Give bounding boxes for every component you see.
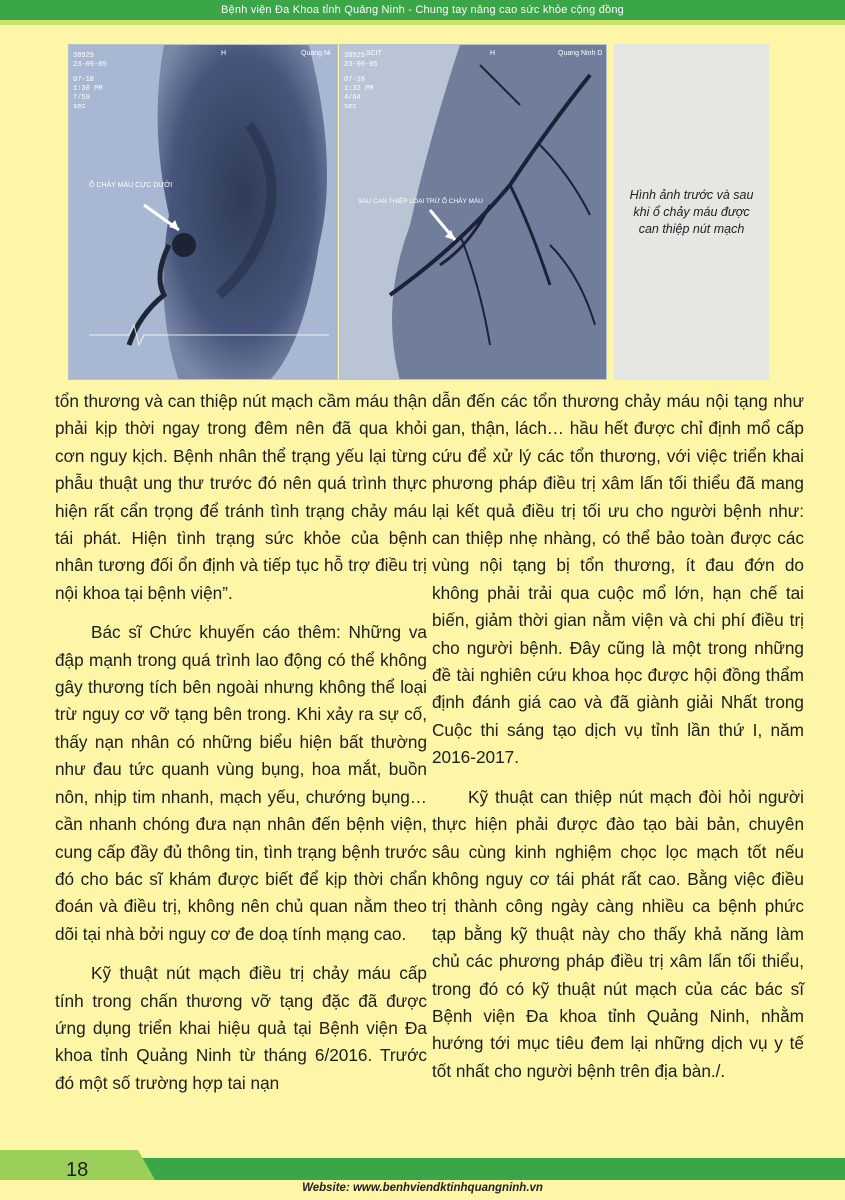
footer-website: Website: www.benhviendktinhquangninh.vn [302,1182,543,1194]
text-column-left [55,388,427,1109]
figure-caption-box [614,44,769,380]
annotation-text-left: Ổ CHẢY MÁU CỰC DƯỚI [89,182,173,189]
overlay-h-label: H [490,50,496,57]
annotation-text-right: SAU CAN THIỆP LOẠI TRỪ Ổ CHẢY MÁU [358,198,483,205]
overlay-corner-label: Quang Ni [301,50,331,57]
angiography-before-image [68,44,338,380]
paragraph: dẫn đến các tổn thương chảy máu nội tạng như gan, thận, lách… hầu hết được chỉ định mổ cấp cứu để xử lý các tổn thương, với việc triển khai phương pháp điều trị xâm lấn tối thiểu đã mang lại kết quả điều trị tối ưu cho người bệnh như: can thiệp nhẹ nhàng, có thể bảo toàn được các vùng nội tạng bị tổn thương, ít đau đớn do không phải trải qua cuộc mổ lớn, hạn chế tai biến, giảm thời gian nằm viện và chi phí điều trị cho người bệnh. Đây cũng là một trong những đề tài nghiên cứu khoa học được hội đồng thẩm định đánh giá cao và đã giành giải Nhất trong Cuộc thi sáng tạo dịch vụ tỉnh lần thứ I, năm 2016-2017. [432,391,804,768]
angiography-after-image [339,44,607,380]
overlay-line: sec [73,103,86,111]
header-stripe [0,20,845,25]
header-bar [0,0,845,20]
overlay-line: 4/64 [344,94,361,102]
text-column-right [432,388,804,1097]
figure [68,44,769,380]
overlay-line: 23-09-05 [73,61,107,69]
paragraph: tổn thương và can thiệp nút mạch cầm máu thận phải kịp thời ngay trong đêm nên đã qua khỏi cơn nguy kịch. Bệnh nhân thể trạng yếu lại từng phẫu thuật ung thư trước đó nên quá trình thực hiện rất cẩn trọng để tránh tình trạng chảy máu tái phát. Hiện tình trạng sức khỏe của bệnh nhân tương đối ổn định và tiếp tục hỗ trợ điều trị nội khoa tại bệnh viện”. [55,391,427,603]
paragraph: Bác sĩ Chức khuyến cáo thêm: Những va đập mạnh trong quá trình lao động có thể không gây thương tích bên ngoài nhưng không thể loại trừ nguy cơ vỡ tạng bên trong. Khi xảy ra sự cố, thấy nạn nhân có những biểu hiện bất thường như đau tức quanh vùng bụng, hoa mắt, buồn nôn, nhịp tim nhanh, mạch yếu, chướng bụng… cần nhanh chóng đưa nạn nhân đến bệnh viện, cung cấp đầy đủ thông tin, tình trạng bệnh trước đó cho bác sĩ khám được biết để kịp thời chẩn đoán và điều trị, không nên chủ quan nằm theo dõi tại nhà bởi nguy cơ đe doạ tính mạng cao. [55,622,427,944]
overlay-line: 38929 [73,52,95,60]
paragraph: Kỹ thuật nút mạch điều trị chảy máu cấp tính trong chấn thương vỡ tạng đặc đã được ứng dụng triển khai hiệu quả tại Bệnh viện Đa khoa tỉnh Quảng Ninh từ tháng 6/2016. Trước đó một số trường hợp tai nạn [55,963,427,1093]
overlay-line: sec [344,103,357,111]
overlay-line: 38929 [344,52,366,60]
overlay-line: 1:30 PM [73,85,103,93]
overlay-line: 1:32 PM [344,85,374,93]
header-title: Bệnh viện Đa Khoa tỉnh Quảng Ninh - Chung tay nâng cao sức khỏe cộng đồng [221,4,624,16]
paragraph: Kỹ thuật can thiệp nút mạch đòi hỏi người thực hiện phải được đào tạo bài bản, chuyên sâu cùng kinh nghiệm chọc lọc mạch tốt nếu không nguy cơ tái phát rất cao. Bằng việc điều trị thành công ngày càng nhiều ca bệnh phức tạp bằng kỹ thuật này cho thấy khả năng làm chủ các phương pháp điều trị xâm lấn tối thiểu, trong đó có kỹ thuật nút mạch của các bác sĩ Bệnh viện Đa khoa tỉnh Quảng Ninh, nhằm hướng tới mục tiêu đem lại những dịch vụ y tế tốt nhất cho người bệnh trên địa bàn./. [432,786,804,1081]
page-number: 18 [66,1159,89,1181]
overlay-h-label: H [221,50,227,57]
overlay-corner-label: Quang Ninh D [558,50,603,57]
overlay-line: 07-18 [73,76,95,84]
overlay-line: 7/59 [73,94,90,102]
overlay-line: 23-09-05 [344,61,378,69]
overlay-line: 07-18 [344,76,366,84]
overlay-top-label: SCIT [366,50,382,57]
figure-caption: Hình ảnh trước và sau khi ổ chảy máu được can thiệp nút mạch [629,187,754,236]
